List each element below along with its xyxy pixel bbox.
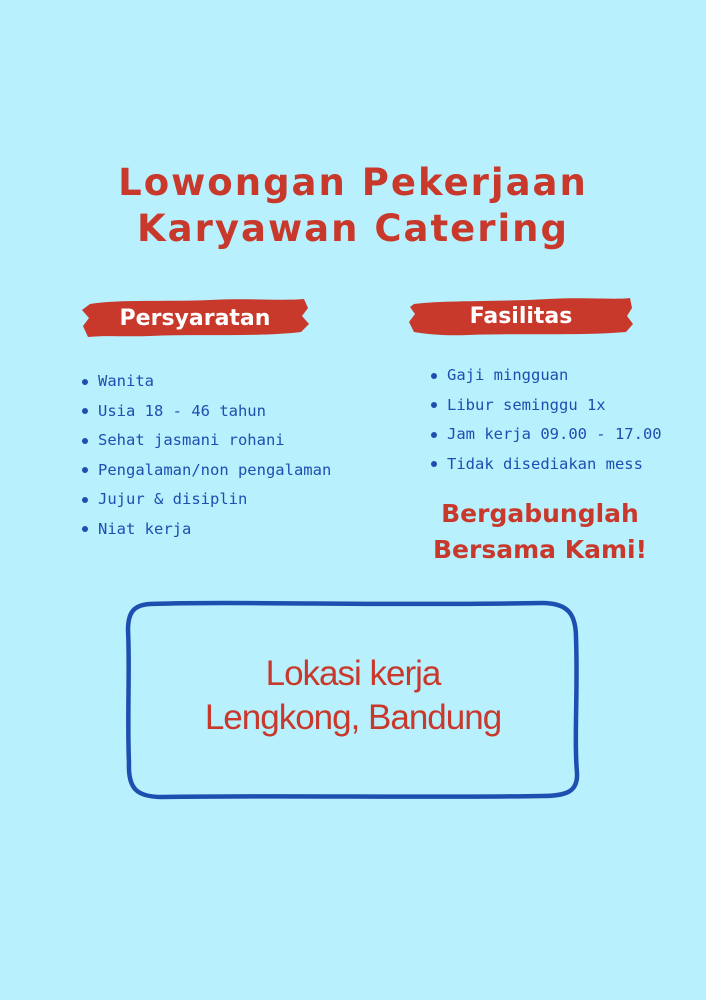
- list-item: Usia 18 - 46 tahun: [82, 397, 331, 427]
- cta-line-2: Bersama Kami!: [433, 535, 647, 564]
- bullet-icon: [82, 408, 88, 414]
- location-text: [0, 652, 706, 740]
- requirements-heading: Persyaratan: [119, 305, 271, 331]
- list-item: Jam kerja 09.00 - 17.00: [431, 420, 662, 450]
- facilities-heading: Fasilitas: [469, 303, 573, 329]
- poster-title: [0, 160, 706, 252]
- location-line-1: Lokasi kerja: [265, 654, 441, 693]
- requirements-heading-banner: [80, 296, 310, 340]
- cta-line-1: Bergabunglah: [441, 499, 639, 528]
- list-item: Niat kerja: [82, 515, 331, 545]
- list-item: Jujur & disiplin: [82, 485, 331, 515]
- poster-title-line-1: Lowongan Pekerjaan: [118, 161, 588, 204]
- list-item: Libur seminggu 1x: [431, 391, 662, 421]
- list-item: Wanita: [82, 367, 331, 397]
- list-item: Tidak disediakan mess: [431, 450, 662, 480]
- list-item: Sehat jasmani rohani: [82, 426, 331, 456]
- bullet-icon: [82, 497, 88, 503]
- location-line-2: Lengkong, Bandung: [204, 698, 502, 737]
- facilities-list: [431, 361, 662, 479]
- facilities-heading-banner: [408, 294, 634, 338]
- list-item: Gaji mingguan: [431, 361, 662, 391]
- bullet-icon: [82, 526, 88, 532]
- requirements-list: [82, 367, 331, 544]
- bullet-icon: [82, 467, 88, 473]
- bullet-icon: [82, 438, 88, 444]
- bullet-icon: [431, 432, 437, 438]
- list-item: Pengalaman/non pengalaman: [82, 456, 331, 486]
- call-to-action: [410, 496, 670, 568]
- bullet-icon: [431, 373, 437, 379]
- poster-title-line-2: Karyawan Catering: [136, 207, 569, 250]
- bullet-icon: [82, 379, 88, 385]
- bullet-icon: [431, 461, 437, 467]
- bullet-icon: [431, 402, 437, 408]
